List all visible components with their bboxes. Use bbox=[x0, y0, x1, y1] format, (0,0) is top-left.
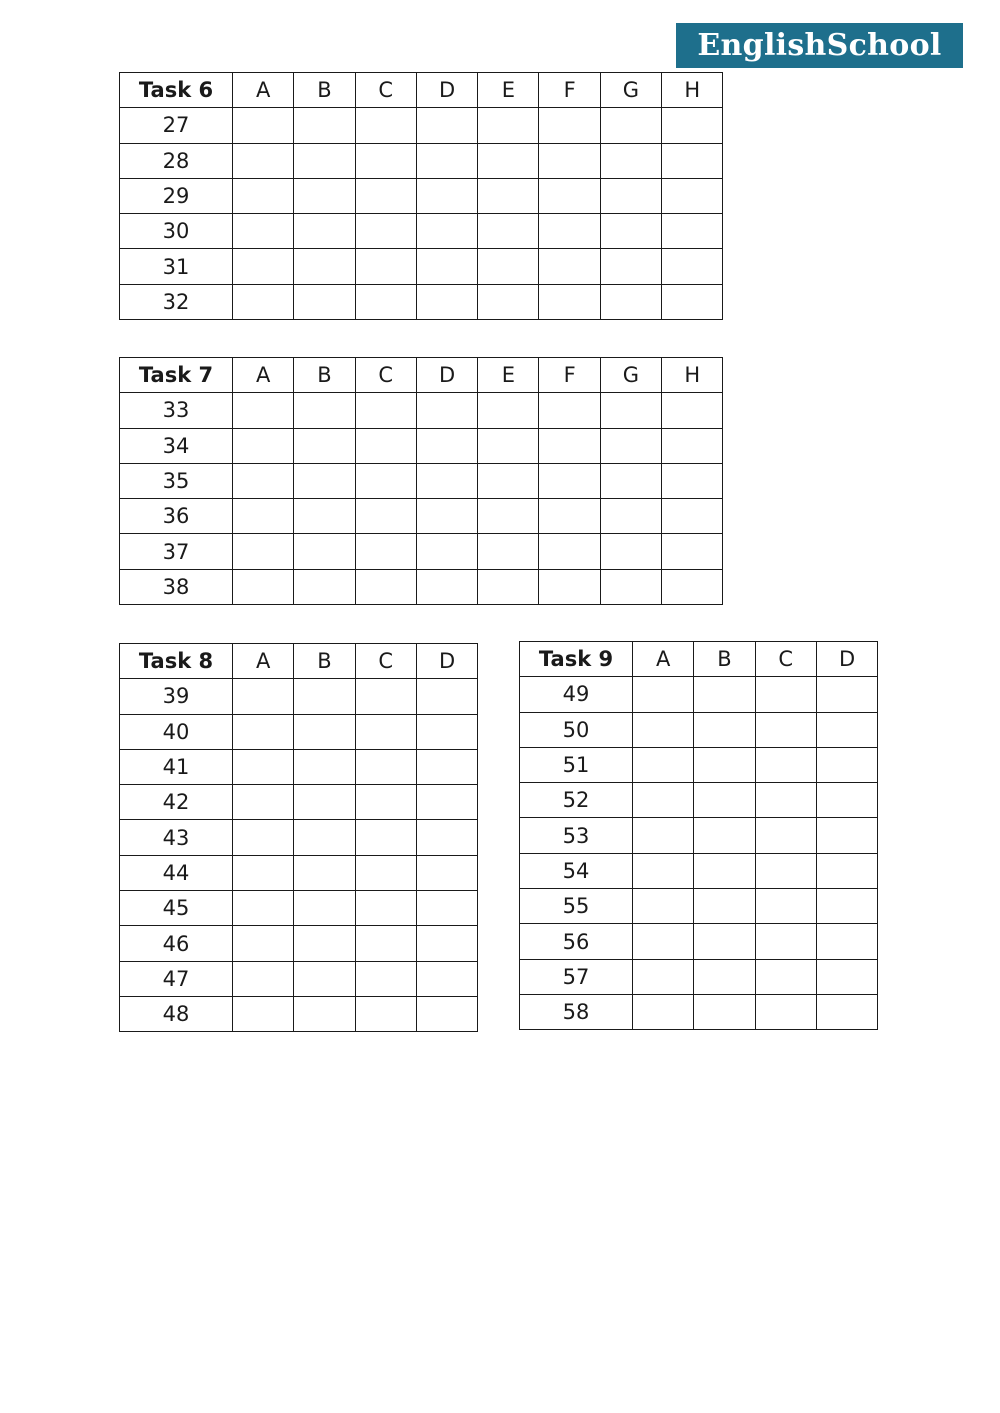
table-header-row bbox=[120, 644, 478, 679]
answer-cell[interactable] bbox=[600, 284, 661, 319]
option-column-header: B bbox=[294, 73, 355, 108]
answer-cell[interactable] bbox=[600, 534, 661, 569]
answer-cell[interactable] bbox=[662, 393, 723, 428]
answer-cell[interactable] bbox=[662, 178, 723, 213]
question-number: 46 bbox=[120, 926, 233, 961]
answer-cell[interactable] bbox=[539, 534, 600, 569]
option-column-header: D bbox=[416, 644, 477, 679]
answer-cell[interactable] bbox=[755, 818, 816, 853]
answer-cell[interactable] bbox=[233, 499, 294, 534]
answer-cell[interactable] bbox=[294, 108, 355, 143]
answer-cell[interactable] bbox=[662, 463, 723, 498]
answer-cell[interactable] bbox=[662, 569, 723, 604]
answer-cell[interactable] bbox=[416, 249, 477, 284]
question-number: 41 bbox=[120, 749, 233, 784]
answer-cell[interactable] bbox=[294, 463, 355, 498]
table-row bbox=[120, 249, 723, 284]
table-row bbox=[520, 924, 878, 959]
question-number: 50 bbox=[520, 712, 633, 747]
question-number: 57 bbox=[520, 959, 633, 994]
answer-cell[interactable] bbox=[478, 463, 539, 498]
answer-cell[interactable] bbox=[694, 747, 755, 782]
question-number: 39 bbox=[120, 679, 233, 714]
answer-cell[interactable] bbox=[633, 853, 694, 888]
answer-cell[interactable] bbox=[294, 569, 355, 604]
option-column-header: A bbox=[233, 358, 294, 393]
answer-cell[interactable] bbox=[662, 284, 723, 319]
answer-cell[interactable] bbox=[355, 749, 416, 784]
answer-cell[interactable] bbox=[233, 891, 294, 926]
table-row bbox=[120, 749, 478, 784]
option-column-header: E bbox=[478, 358, 539, 393]
answer-cell[interactable] bbox=[294, 891, 355, 926]
answer-cell[interactable] bbox=[816, 853, 877, 888]
table-row bbox=[120, 499, 723, 534]
answer-cell[interactable] bbox=[416, 785, 477, 820]
answer-cell[interactable] bbox=[539, 393, 600, 428]
question-number: 35 bbox=[120, 463, 233, 498]
answer-cell[interactable] bbox=[233, 714, 294, 749]
answer-cell[interactable] bbox=[355, 569, 416, 604]
question-number: 43 bbox=[120, 820, 233, 855]
task-9-answer-grid bbox=[519, 641, 878, 1030]
answer-cell[interactable] bbox=[633, 712, 694, 747]
table-row bbox=[120, 284, 723, 319]
answer-cell[interactable] bbox=[816, 994, 877, 1029]
answer-cell[interactable] bbox=[539, 428, 600, 463]
answer-cell[interactable] bbox=[416, 499, 477, 534]
answer-cell[interactable] bbox=[694, 959, 755, 994]
table-row bbox=[520, 853, 878, 888]
answer-cell[interactable] bbox=[478, 534, 539, 569]
answer-cell[interactable] bbox=[233, 569, 294, 604]
answer-cell[interactable] bbox=[294, 178, 355, 213]
answer-cell[interactable] bbox=[416, 393, 477, 428]
answer-cell[interactable] bbox=[633, 959, 694, 994]
answer-cell[interactable] bbox=[355, 820, 416, 855]
answer-cell[interactable] bbox=[539, 499, 600, 534]
answer-cell[interactable] bbox=[294, 855, 355, 890]
answer-cell[interactable] bbox=[694, 994, 755, 1029]
answer-cell[interactable] bbox=[600, 249, 661, 284]
option-column-header: D bbox=[416, 358, 477, 393]
answer-cell[interactable] bbox=[755, 889, 816, 924]
answer-cell[interactable] bbox=[600, 178, 661, 213]
table-row bbox=[120, 534, 723, 569]
answer-cell[interactable] bbox=[355, 249, 416, 284]
answer-cell[interactable] bbox=[294, 714, 355, 749]
table-row bbox=[120, 428, 723, 463]
answer-cell[interactable] bbox=[662, 214, 723, 249]
answer-cell[interactable] bbox=[416, 679, 477, 714]
question-number: 56 bbox=[520, 924, 633, 959]
option-column-header: A bbox=[633, 642, 694, 677]
answer-cell[interactable] bbox=[233, 749, 294, 784]
answer-cell[interactable] bbox=[416, 428, 477, 463]
answer-cell[interactable] bbox=[294, 214, 355, 249]
question-number: 58 bbox=[520, 994, 633, 1029]
answer-cell[interactable] bbox=[416, 855, 477, 890]
option-column-header: B bbox=[294, 358, 355, 393]
answer-cell[interactable] bbox=[478, 284, 539, 319]
answer-cell[interactable] bbox=[355, 714, 416, 749]
answer-cell[interactable] bbox=[233, 178, 294, 213]
answer-cell[interactable] bbox=[694, 924, 755, 959]
question-number: 30 bbox=[120, 214, 233, 249]
answer-cell[interactable] bbox=[539, 108, 600, 143]
answer-cell[interactable] bbox=[294, 679, 355, 714]
task-6-answer-grid bbox=[119, 72, 723, 320]
answer-cell[interactable] bbox=[478, 393, 539, 428]
question-number: 51 bbox=[520, 747, 633, 782]
option-column-header: E bbox=[478, 73, 539, 108]
option-column-header: D bbox=[416, 73, 477, 108]
option-column-header: F bbox=[539, 73, 600, 108]
table-row bbox=[520, 712, 878, 747]
option-column-header: C bbox=[355, 73, 416, 108]
table-row bbox=[120, 393, 723, 428]
answer-cell[interactable] bbox=[478, 108, 539, 143]
answer-cell[interactable] bbox=[600, 214, 661, 249]
option-column-header: A bbox=[233, 644, 294, 679]
answer-cell[interactable] bbox=[233, 820, 294, 855]
option-column-header: C bbox=[355, 358, 416, 393]
answer-cell[interactable] bbox=[694, 677, 755, 712]
table-header-row bbox=[120, 358, 723, 393]
answer-cell[interactable] bbox=[233, 284, 294, 319]
answer-cell[interactable] bbox=[633, 783, 694, 818]
table-row bbox=[120, 679, 478, 714]
answer-cell[interactable] bbox=[294, 961, 355, 996]
englishschool-logo: EnglishSchool bbox=[676, 23, 963, 68]
task-title: Task 6 bbox=[120, 73, 233, 108]
answer-cell[interactable] bbox=[662, 143, 723, 178]
question-number: 49 bbox=[520, 677, 633, 712]
answer-cell[interactable] bbox=[416, 284, 477, 319]
table-row bbox=[520, 677, 878, 712]
answer-cell[interactable] bbox=[539, 284, 600, 319]
answer-cell[interactable] bbox=[816, 889, 877, 924]
answer-cell[interactable] bbox=[233, 108, 294, 143]
question-number: 37 bbox=[120, 534, 233, 569]
answer-cell[interactable] bbox=[416, 891, 477, 926]
answer-cell[interactable] bbox=[355, 785, 416, 820]
answer-cell[interactable] bbox=[478, 249, 539, 284]
question-number: 54 bbox=[520, 853, 633, 888]
answer-cell[interactable] bbox=[755, 677, 816, 712]
option-column-header: B bbox=[294, 644, 355, 679]
table-row bbox=[120, 143, 723, 178]
answer-cell[interactable] bbox=[755, 747, 816, 782]
option-column-header: C bbox=[355, 644, 416, 679]
answer-cell[interactable] bbox=[355, 679, 416, 714]
question-number: 27 bbox=[120, 108, 233, 143]
answer-cell[interactable] bbox=[233, 249, 294, 284]
answer-cell[interactable] bbox=[662, 534, 723, 569]
table-row bbox=[120, 926, 478, 961]
answer-cell[interactable] bbox=[294, 499, 355, 534]
answer-cell[interactable] bbox=[416, 108, 477, 143]
answer-cell[interactable] bbox=[233, 926, 294, 961]
answer-cell[interactable] bbox=[355, 108, 416, 143]
answer-cell[interactable] bbox=[539, 569, 600, 604]
answer-cell[interactable] bbox=[355, 284, 416, 319]
answer-cell[interactable] bbox=[755, 712, 816, 747]
answer-cell[interactable] bbox=[633, 889, 694, 924]
answer-cell[interactable] bbox=[416, 214, 477, 249]
answer-cell[interactable] bbox=[294, 284, 355, 319]
option-column-header: H bbox=[662, 73, 723, 108]
answer-cell[interactable] bbox=[694, 783, 755, 818]
answer-cell[interactable] bbox=[478, 143, 539, 178]
table-row bbox=[120, 820, 478, 855]
question-number: 36 bbox=[120, 499, 233, 534]
answer-cell[interactable] bbox=[694, 712, 755, 747]
question-number: 48 bbox=[120, 996, 233, 1031]
option-column-header: G bbox=[600, 358, 661, 393]
answer-cell[interactable] bbox=[816, 959, 877, 994]
table-row bbox=[120, 855, 478, 890]
answer-cell[interactable] bbox=[633, 818, 694, 853]
answer-cell[interactable] bbox=[539, 463, 600, 498]
answer-cell[interactable] bbox=[633, 747, 694, 782]
task-title: Task 7 bbox=[120, 358, 233, 393]
answer-cell[interactable] bbox=[755, 924, 816, 959]
answer-cell[interactable] bbox=[294, 428, 355, 463]
answer-cell[interactable] bbox=[600, 569, 661, 604]
table-row bbox=[120, 214, 723, 249]
task-title: Task 8 bbox=[120, 644, 233, 679]
task-title: Task 9 bbox=[520, 642, 633, 677]
option-column-header: H bbox=[662, 358, 723, 393]
answer-cell[interactable] bbox=[755, 994, 816, 1029]
answer-cell[interactable] bbox=[755, 783, 816, 818]
answer-cell[interactable] bbox=[233, 463, 294, 498]
answer-cell[interactable] bbox=[233, 855, 294, 890]
answer-cell[interactable] bbox=[478, 178, 539, 213]
answer-cell[interactable] bbox=[355, 996, 416, 1031]
question-number: 45 bbox=[120, 891, 233, 926]
answer-cell[interactable] bbox=[233, 679, 294, 714]
answer-cell[interactable] bbox=[294, 785, 355, 820]
task-7-answer-grid bbox=[119, 357, 723, 605]
answer-cell[interactable] bbox=[662, 108, 723, 143]
question-number: 38 bbox=[120, 569, 233, 604]
answer-cell[interactable] bbox=[600, 428, 661, 463]
answer-cell[interactable] bbox=[539, 249, 600, 284]
table-row bbox=[520, 889, 878, 924]
answer-cell[interactable] bbox=[233, 534, 294, 569]
answer-cell[interactable] bbox=[233, 428, 294, 463]
answer-cell[interactable] bbox=[355, 961, 416, 996]
table-row bbox=[120, 891, 478, 926]
option-column-header: C bbox=[755, 642, 816, 677]
answer-cell[interactable] bbox=[233, 214, 294, 249]
answer-cell[interactable] bbox=[355, 926, 416, 961]
option-column-header: F bbox=[539, 358, 600, 393]
answer-cell[interactable] bbox=[355, 463, 416, 498]
table-row bbox=[520, 783, 878, 818]
question-number: 32 bbox=[120, 284, 233, 319]
answer-cell[interactable] bbox=[600, 143, 661, 178]
answer-cell[interactable] bbox=[233, 143, 294, 178]
table-row bbox=[120, 996, 478, 1031]
answer-cell[interactable] bbox=[233, 961, 294, 996]
table-row bbox=[520, 959, 878, 994]
answer-cell[interactable] bbox=[416, 178, 477, 213]
answer-cell[interactable] bbox=[416, 143, 477, 178]
answer-cell[interactable] bbox=[600, 393, 661, 428]
answer-cell[interactable] bbox=[539, 143, 600, 178]
answer-cell[interactable] bbox=[294, 143, 355, 178]
answer-cell[interactable] bbox=[355, 891, 416, 926]
answer-cell[interactable] bbox=[416, 714, 477, 749]
answer-cell[interactable] bbox=[816, 712, 877, 747]
option-column-header: D bbox=[816, 642, 877, 677]
answer-cell[interactable] bbox=[633, 994, 694, 1029]
question-number: 33 bbox=[120, 393, 233, 428]
table-row bbox=[520, 994, 878, 1029]
answer-cell[interactable] bbox=[816, 818, 877, 853]
answer-cell[interactable] bbox=[355, 499, 416, 534]
answer-cell[interactable] bbox=[416, 569, 477, 604]
answer-cell[interactable] bbox=[416, 820, 477, 855]
question-number: 55 bbox=[520, 889, 633, 924]
answer-cell[interactable] bbox=[816, 924, 877, 959]
option-column-header: A bbox=[233, 73, 294, 108]
answer-cell[interactable] bbox=[662, 499, 723, 534]
question-number: 52 bbox=[520, 783, 633, 818]
table-row bbox=[120, 178, 723, 213]
answer-cell[interactable] bbox=[355, 393, 416, 428]
answer-cell[interactable] bbox=[294, 820, 355, 855]
option-column-header: B bbox=[694, 642, 755, 677]
answer-cell[interactable] bbox=[633, 924, 694, 959]
answer-cell[interactable] bbox=[755, 853, 816, 888]
answer-cell[interactable] bbox=[478, 428, 539, 463]
answer-cell[interactable] bbox=[600, 463, 661, 498]
option-column-header: G bbox=[600, 73, 661, 108]
question-number: 28 bbox=[120, 143, 233, 178]
answer-cell[interactable] bbox=[355, 534, 416, 569]
question-number: 40 bbox=[120, 714, 233, 749]
answer-cell[interactable] bbox=[294, 249, 355, 284]
answer-cell[interactable] bbox=[755, 959, 816, 994]
answer-cell[interactable] bbox=[416, 534, 477, 569]
question-number: 29 bbox=[120, 178, 233, 213]
answer-cell[interactable] bbox=[233, 393, 294, 428]
answer-cell[interactable] bbox=[416, 463, 477, 498]
question-number: 47 bbox=[120, 961, 233, 996]
table-header-row bbox=[120, 73, 723, 108]
answer-cell[interactable] bbox=[539, 214, 600, 249]
answer-cell[interactable] bbox=[478, 499, 539, 534]
answer-cell[interactable] bbox=[816, 677, 877, 712]
table-header-row bbox=[520, 642, 878, 677]
answer-cell[interactable] bbox=[416, 926, 477, 961]
answer-cell[interactable] bbox=[294, 534, 355, 569]
answer-cell[interactable] bbox=[478, 569, 539, 604]
table-row bbox=[120, 463, 723, 498]
table-row bbox=[120, 961, 478, 996]
answer-cell[interactable] bbox=[416, 961, 477, 996]
answer-cell[interactable] bbox=[662, 249, 723, 284]
question-number: 42 bbox=[120, 785, 233, 820]
answer-cell[interactable] bbox=[416, 749, 477, 784]
answer-cell[interactable] bbox=[233, 996, 294, 1031]
answer-cell[interactable] bbox=[294, 926, 355, 961]
answer-cell[interactable] bbox=[355, 143, 416, 178]
table-row bbox=[120, 785, 478, 820]
table-row bbox=[120, 569, 723, 604]
table-row bbox=[520, 818, 878, 853]
answer-cell[interactable] bbox=[233, 785, 294, 820]
answer-cell[interactable] bbox=[294, 749, 355, 784]
answer-cell[interactable] bbox=[416, 996, 477, 1031]
question-number: 34 bbox=[120, 428, 233, 463]
answer-cell[interactable] bbox=[294, 996, 355, 1031]
answer-cell[interactable] bbox=[694, 853, 755, 888]
task-8-answer-grid bbox=[119, 643, 478, 1032]
answer-cell[interactable] bbox=[600, 108, 661, 143]
answer-cell[interactable] bbox=[816, 783, 877, 818]
table-row bbox=[120, 108, 723, 143]
answer-cell[interactable] bbox=[694, 889, 755, 924]
question-number: 44 bbox=[120, 855, 233, 890]
answer-cell[interactable] bbox=[816, 747, 877, 782]
answer-cell[interactable] bbox=[478, 214, 539, 249]
answer-cell[interactable] bbox=[355, 214, 416, 249]
table-row bbox=[520, 747, 878, 782]
answer-cell[interactable] bbox=[355, 428, 416, 463]
answer-cell[interactable] bbox=[694, 818, 755, 853]
answer-cell[interactable] bbox=[662, 428, 723, 463]
answer-cell[interactable] bbox=[355, 855, 416, 890]
question-number: 31 bbox=[120, 249, 233, 284]
answer-cell[interactable] bbox=[294, 393, 355, 428]
answer-cell[interactable] bbox=[600, 499, 661, 534]
answer-cell[interactable] bbox=[633, 677, 694, 712]
answer-cell[interactable] bbox=[539, 178, 600, 213]
question-number: 53 bbox=[520, 818, 633, 853]
answer-cell[interactable] bbox=[355, 178, 416, 213]
table-row bbox=[120, 714, 478, 749]
